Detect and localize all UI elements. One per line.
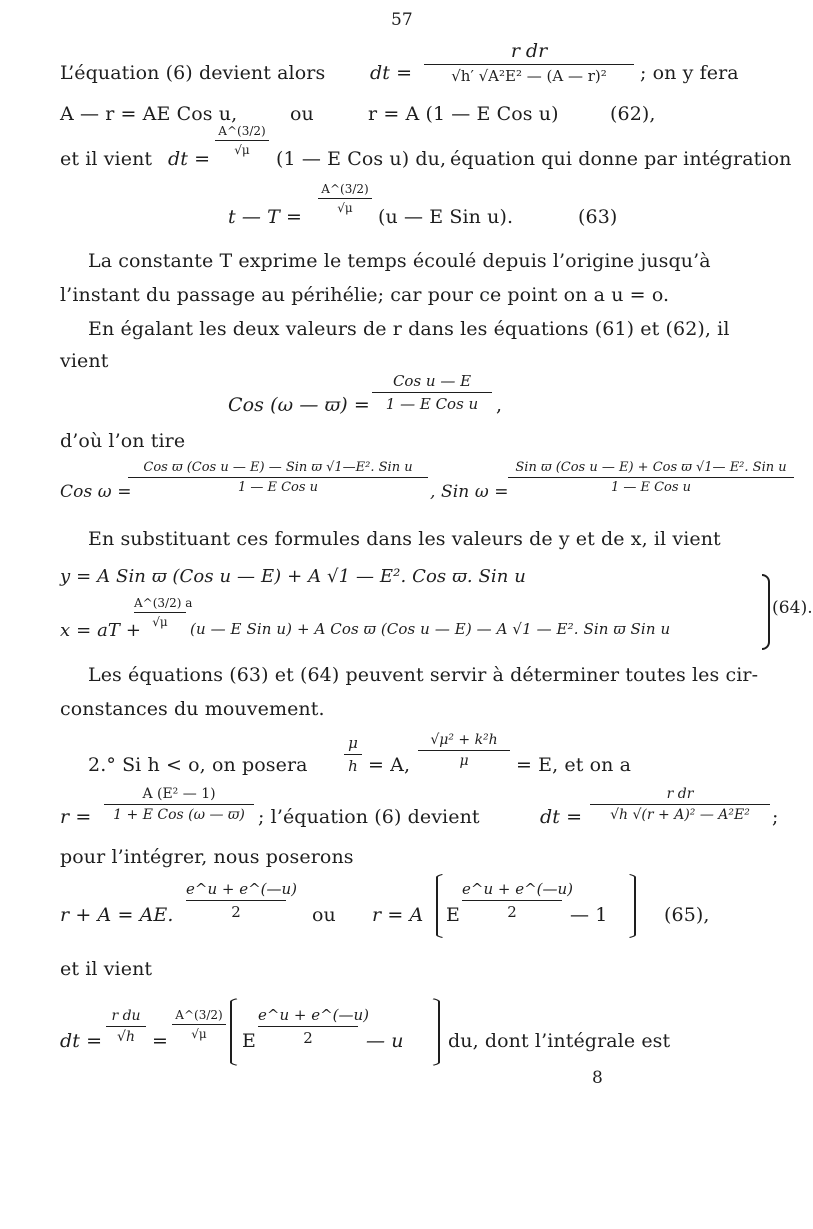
text-line-1-suffix: ; on y fera [640, 62, 739, 84]
dt-label-2: dt = [168, 148, 211, 170]
brace-64 [762, 574, 770, 650]
equation-63-lhs: t — T = [228, 206, 303, 228]
fraction-a32-63 [318, 182, 372, 215]
expression-1-e-cos-u: (1 — E Cos u) du, [276, 148, 447, 170]
equals-a: = A, [368, 754, 411, 776]
fraction-bar [128, 477, 428, 478]
eq65-lhs: r + A = AE. [60, 904, 174, 926]
paragraph-line-1: La constante T exprime le temps écoulé depuis l’origine jusqu’à [88, 250, 711, 272]
equation-63-body: (u — E Sin u). [378, 206, 514, 228]
fraction-bar [258, 1026, 358, 1027]
paragraph-equations: Les équations (63) et (64) peuvent servir à déterminer toutes les cir- [88, 664, 759, 686]
text-line-3-suffix: équation qui donne par intégration [450, 148, 792, 170]
fraction-bar [508, 477, 794, 478]
fraction-numerator: Sin ϖ (Cos u — E) + Cos ϖ √1— E². Sin u [515, 460, 787, 475]
cos-omega-lhs: Cos (ω — ϖ) = [228, 394, 370, 416]
fraction-denominator: μ [459, 753, 469, 769]
page-number: 57 [391, 10, 413, 30]
dt-lhs: dt = [60, 1030, 103, 1052]
equation-number-62: (62), [610, 103, 656, 125]
word-ou-2: ou [312, 904, 336, 926]
fraction-denominator: 1 — E Cos u [610, 480, 692, 495]
fraction-bar [134, 612, 186, 613]
fraction-a32a [134, 596, 193, 629]
paragraph-line-4: vient [60, 350, 109, 372]
fraction-bar [462, 900, 562, 901]
fraction-cos-omega [128, 460, 428, 495]
paragraph-circonstances: constances du mouvement. [60, 698, 325, 720]
fraction-numerator: e^u + e^(—u) [258, 1006, 370, 1024]
fraction-a32-dt [172, 1008, 226, 1041]
fraction-numerator: r dr [666, 786, 694, 802]
case-2-prefix: 2.° Si h < o, on posera [88, 754, 308, 776]
text-line-1: L’équation (6) devient alors [60, 62, 326, 84]
fraction-bar [215, 140, 269, 141]
fraction-numerator: Cos u — E [392, 372, 472, 390]
paragraph-line-2: l’instant du passage au périhélie; car pour ce point on a u = o. [60, 284, 670, 306]
fraction-denominator: √μ [234, 143, 250, 157]
fraction-bar [104, 804, 254, 805]
fraction-denominator: 1 — E Cos u [385, 395, 479, 413]
fraction-denominator: √h [117, 1029, 135, 1045]
fraction-denominator: √h′ √A²E² — (A — r)² [451, 67, 607, 85]
dt-label: dt = [370, 62, 413, 84]
fraction-numerator: e^u + e^(—u) [186, 880, 298, 898]
fraction-bar [424, 64, 634, 65]
cos-omega-label: Cos ω = [60, 482, 132, 502]
eq65-inner-tail: — 1 [570, 904, 608, 926]
fraction-cos [372, 372, 492, 413]
footer-signature-mark: 8 [592, 1068, 603, 1088]
paragraph-substituant: En substituant ces formules dans les valeurs de y et de x, il vient [88, 528, 721, 550]
equation-x-lhs: x = aT + [60, 620, 142, 641]
fraction-rdu [106, 1008, 146, 1045]
fraction-bar [318, 198, 372, 199]
fraction-bar [106, 1026, 146, 1027]
fraction-r-hyperbola [104, 786, 254, 823]
fraction-numerator: μ [348, 734, 358, 752]
eq65-inner-e: E [446, 904, 460, 926]
fraction-numerator: r dr [510, 40, 548, 62]
fraction-numerator: A^(3/2) [218, 124, 266, 138]
r-lhs: r = [60, 806, 92, 828]
r-mid-text: ; l’équation (6) devient [258, 806, 480, 828]
fraction-denominator: 1 + E Cos (ω — ϖ) [113, 807, 245, 823]
text-line-3: et il vient [60, 148, 153, 170]
fraction-bar [372, 392, 492, 393]
fraction-bar [344, 754, 362, 755]
fraction-numerator: A^(3/2) [175, 1008, 223, 1022]
fraction-denominator: √h √(r + A)² — A²E² [610, 807, 750, 823]
fraction-denominator: √μ [191, 1027, 207, 1041]
equals-e-suffix: = E, et on a [516, 754, 632, 776]
semicolon: ; [772, 806, 779, 828]
fraction-a32 [215, 124, 269, 157]
equation-x-body: (u — E Sin u) + A Cos ϖ (Cos u — E) — A √1 — E². Sin ϖ Sin u [190, 620, 671, 638]
equation-number-63: (63) [578, 206, 618, 228]
fraction-numerator: e^u + e^(—u) [462, 880, 574, 898]
sin-omega-label: , Sin ω = [430, 482, 509, 502]
fraction-eq-l1 [424, 40, 634, 85]
fraction-numerator: r du [111, 1008, 141, 1024]
fraction-bar [418, 750, 510, 751]
fraction-cosh-inner [462, 880, 574, 921]
equation-y: y = A Sin ϖ (Cos u — E) + A √1 — E². Cos ϖ. Sin u [60, 566, 527, 587]
dt-label-3: dt = [540, 806, 583, 828]
fraction-cosh [186, 880, 298, 921]
fraction-denominator: 2 [303, 1029, 313, 1047]
fraction-cosh-dt [258, 1006, 370, 1047]
fraction-denominator: √μ [337, 201, 353, 215]
equation-a-minus-r: A — r = AE Cos u, [60, 103, 238, 125]
fraction-denominator: √μ [152, 615, 168, 629]
dt-inner-e: E [242, 1030, 256, 1052]
equation-number-64: (64). [772, 598, 813, 618]
fraction-denominator: 2 [231, 903, 241, 921]
fraction-numerator: Cos ϖ (Cos u — E) — Sin ϖ √1—E². Sin u [143, 460, 413, 475]
fraction-dt-hyperbola [590, 786, 770, 823]
fraction-e-def [418, 732, 510, 769]
fraction-denominator: 1 — E Cos u [237, 480, 319, 495]
fraction-denominator: h [348, 757, 358, 775]
dt-suffix: du, dont l’intégrale est [448, 1030, 671, 1052]
word-ou: ou [290, 103, 314, 125]
fraction-bar [186, 900, 286, 901]
text-et-il-vient: et il vient [60, 958, 153, 980]
fraction-sin-omega [508, 460, 794, 495]
equation-number-65: (65), [664, 904, 710, 926]
comma: , [496, 394, 503, 416]
equation-r: r = A (1 — E Cos u) [368, 103, 559, 125]
fraction-bar [172, 1024, 226, 1025]
fraction-numerator: A^(3/2) [321, 182, 369, 196]
fraction-denominator: 2 [507, 903, 517, 921]
fraction-numerator: A (E² — 1) [142, 786, 216, 802]
eq65-r: r = A [372, 904, 424, 926]
fraction-mu-h [344, 734, 362, 775]
text-dou: d’où l’on tire [60, 430, 186, 452]
fraction-bar [590, 804, 770, 805]
fraction-numerator: A^(3/2) a [134, 596, 193, 610]
equals-sign: = [152, 1030, 169, 1052]
dt-inner-tail: — u [366, 1030, 404, 1052]
fraction-numerator: √μ² + k²h [430, 732, 498, 748]
paragraph-line-3: En égalant les deux valeurs de r dans les équations (61) et (62), il [88, 318, 730, 340]
text-pour: pour l’intégrer, nous poserons [60, 846, 354, 868]
